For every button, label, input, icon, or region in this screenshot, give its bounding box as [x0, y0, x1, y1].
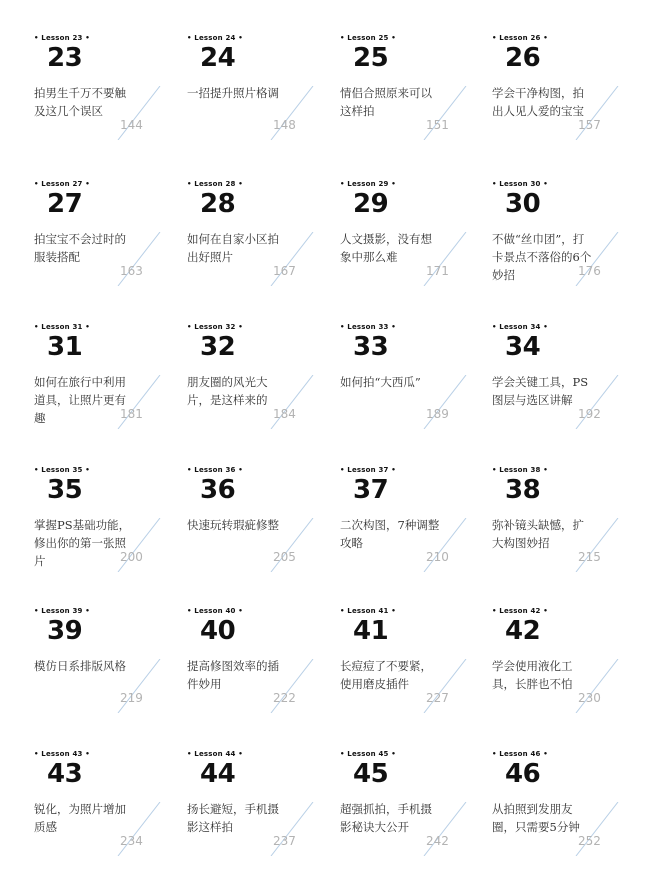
lesson-card[interactable]: [492, 323, 642, 453]
page-number: 189: [426, 407, 449, 421]
lesson-number: 24: [200, 43, 236, 73]
lesson-title: 学会使用液化工具，长胖也不怕: [492, 659, 573, 691]
lesson-label: • Lesson 37 •: [340, 466, 396, 474]
page-number: 242: [426, 834, 449, 848]
lesson-number: 32: [200, 332, 236, 362]
lesson-number: 43: [47, 759, 83, 789]
lesson-card[interactable]: [340, 34, 490, 164]
page-number: 176: [578, 264, 601, 278]
lesson-label: • Lesson 24 •: [187, 34, 243, 42]
lesson-number: 30: [505, 189, 541, 219]
page-number: 144: [120, 118, 143, 132]
lesson-number: 41: [353, 616, 389, 646]
lesson-card[interactable]: [187, 34, 337, 164]
lesson-card[interactable]: [340, 323, 490, 453]
lesson-card[interactable]: [34, 750, 184, 880]
lesson-title: 模仿日系排版风格: [34, 659, 126, 673]
lesson-title: 超强抓拍，手机摄影秘诀大公开: [340, 802, 432, 834]
lesson-number: 33: [353, 332, 389, 362]
lesson-card[interactable]: [492, 180, 642, 310]
lesson-card[interactable]: [34, 323, 184, 453]
lesson-card[interactable]: [492, 466, 642, 596]
page-number: 237: [273, 834, 296, 848]
lesson-title: 如何拍“大西瓜”: [340, 375, 421, 389]
lesson-number: 27: [47, 189, 83, 219]
page-number: 230: [578, 691, 601, 705]
lesson-label: • Lesson 39 •: [34, 607, 90, 615]
lesson-card[interactable]: [187, 466, 337, 596]
lesson-card[interactable]: [340, 607, 490, 737]
lesson-label: • Lesson 43 •: [34, 750, 90, 758]
lesson-number: 44: [200, 759, 236, 789]
lesson-card[interactable]: [34, 180, 184, 310]
page-number: 157: [578, 118, 601, 132]
lesson-label: • Lesson 23 •: [34, 34, 90, 42]
lesson-title: 学会关键工具，PS图层与选区讲解: [492, 375, 589, 407]
page-number: 200: [120, 550, 143, 564]
page-number: 192: [578, 407, 601, 421]
lesson-number: 46: [505, 759, 541, 789]
lesson-number: 39: [47, 616, 83, 646]
lesson-title: 朋友圈的风光大片，是这样来的: [187, 375, 268, 407]
page-number: 171: [426, 264, 449, 278]
lesson-number: 36: [200, 475, 236, 505]
lesson-title: 弥补镜头缺憾，扩大构图妙招: [492, 518, 584, 550]
lesson-title: 一招提升照片格调: [187, 86, 279, 100]
page-number: 163: [120, 264, 143, 278]
lesson-title: 长痘痘了不要紧，使用磨皮插件: [340, 659, 432, 691]
lesson-number: 34: [505, 332, 541, 362]
lesson-title: 提高修图效率的插件妙用: [187, 659, 279, 691]
lesson-card[interactable]: [187, 750, 337, 880]
page-number: 210: [426, 550, 449, 564]
lesson-title: 从拍照到发朋友圈，只需要5分钟: [492, 802, 580, 834]
lesson-card[interactable]: [492, 750, 642, 880]
lesson-title: 扬长避短，手机摄影这样拍: [187, 802, 279, 834]
page-number: 151: [426, 118, 449, 132]
lesson-label: • Lesson 38 •: [492, 466, 548, 474]
page-number: 167: [273, 264, 296, 278]
lesson-number: 37: [353, 475, 389, 505]
lesson-card[interactable]: [492, 607, 642, 737]
lesson-number: 45: [353, 759, 389, 789]
lesson-card[interactable]: [340, 750, 490, 880]
lesson-title: 二次构图，7种调整攻略: [340, 518, 440, 550]
lesson-title: 掌握PS基础功能，修出你的第一张照片: [34, 518, 131, 568]
lesson-title: 不做“丝巾团”，打卡景点不落俗的6个妙招: [492, 232, 592, 282]
lesson-card[interactable]: [340, 466, 490, 596]
page-number: 215: [578, 550, 601, 564]
lesson-title: 拍男生千万不要触及这几个误区: [34, 86, 126, 118]
lesson-card[interactable]: [187, 607, 337, 737]
lesson-card[interactable]: [187, 323, 337, 453]
page-number: 184: [273, 407, 296, 421]
lesson-number: 42: [505, 616, 541, 646]
lesson-label: • Lesson 40 •: [187, 607, 243, 615]
lesson-title: 拍宝宝不会过时的服装搭配: [34, 232, 126, 264]
lesson-title: 如何在自家小区拍出好照片: [187, 232, 279, 264]
lesson-title: 学会干净构图，拍出人见人爱的宝宝: [492, 86, 584, 118]
page-number: 181: [120, 407, 143, 421]
page-number: 222: [273, 691, 296, 705]
lesson-label: • Lesson 28 •: [187, 180, 243, 188]
lesson-card[interactable]: [34, 466, 184, 596]
lesson-title: 人文摄影，没有想象中那么难: [340, 232, 432, 264]
lesson-label: • Lesson 33 •: [340, 323, 396, 331]
lesson-label: • Lesson 29 •: [340, 180, 396, 188]
lesson-label: • Lesson 34 •: [492, 323, 548, 331]
lesson-number: 31: [47, 332, 83, 362]
lesson-title: 锐化，为照片增加质感: [34, 802, 126, 834]
page-number: 252: [578, 834, 601, 848]
page-number: 219: [120, 691, 143, 705]
lesson-label: • Lesson 42 •: [492, 607, 548, 615]
lesson-label: • Lesson 25 •: [340, 34, 396, 42]
lesson-card[interactable]: [340, 180, 490, 310]
lesson-label: • Lesson 26 •: [492, 34, 548, 42]
lesson-number: 38: [505, 475, 541, 505]
lesson-label: • Lesson 30 •: [492, 180, 548, 188]
page-number: 205: [273, 550, 296, 564]
lesson-label: • Lesson 27 •: [34, 180, 90, 188]
lesson-label: • Lesson 45 •: [340, 750, 396, 758]
lesson-card[interactable]: [34, 34, 184, 164]
page-number: 227: [426, 691, 449, 705]
lesson-title: 如何在旅行中利用道具，让照片更有趣: [34, 375, 126, 425]
lesson-number: 28: [200, 189, 236, 219]
lesson-card[interactable]: [492, 34, 642, 164]
lesson-label: • Lesson 36 •: [187, 466, 243, 474]
lesson-number: 25: [353, 43, 389, 73]
lesson-number: 40: [200, 616, 236, 646]
lesson-number: 29: [353, 189, 389, 219]
lesson-label: • Lesson 41 •: [340, 607, 396, 615]
lesson-number: 26: [505, 43, 541, 73]
page-number: 148: [273, 118, 296, 132]
lesson-card[interactable]: [187, 180, 337, 310]
lesson-label: • Lesson 32 •: [187, 323, 243, 331]
lesson-title: 快速玩转瑕疵修整: [187, 518, 279, 532]
page-number: 234: [120, 834, 143, 848]
lesson-number: 35: [47, 475, 83, 505]
lesson-title: 情侣合照原来可以这样拍: [340, 86, 432, 118]
lesson-card[interactable]: [34, 607, 184, 737]
lesson-label: • Lesson 31 •: [34, 323, 90, 331]
lesson-label: • Lesson 35 •: [34, 466, 90, 474]
lesson-label: • Lesson 44 •: [187, 750, 243, 758]
lesson-label: • Lesson 46 •: [492, 750, 548, 758]
lesson-number: 23: [47, 43, 83, 73]
